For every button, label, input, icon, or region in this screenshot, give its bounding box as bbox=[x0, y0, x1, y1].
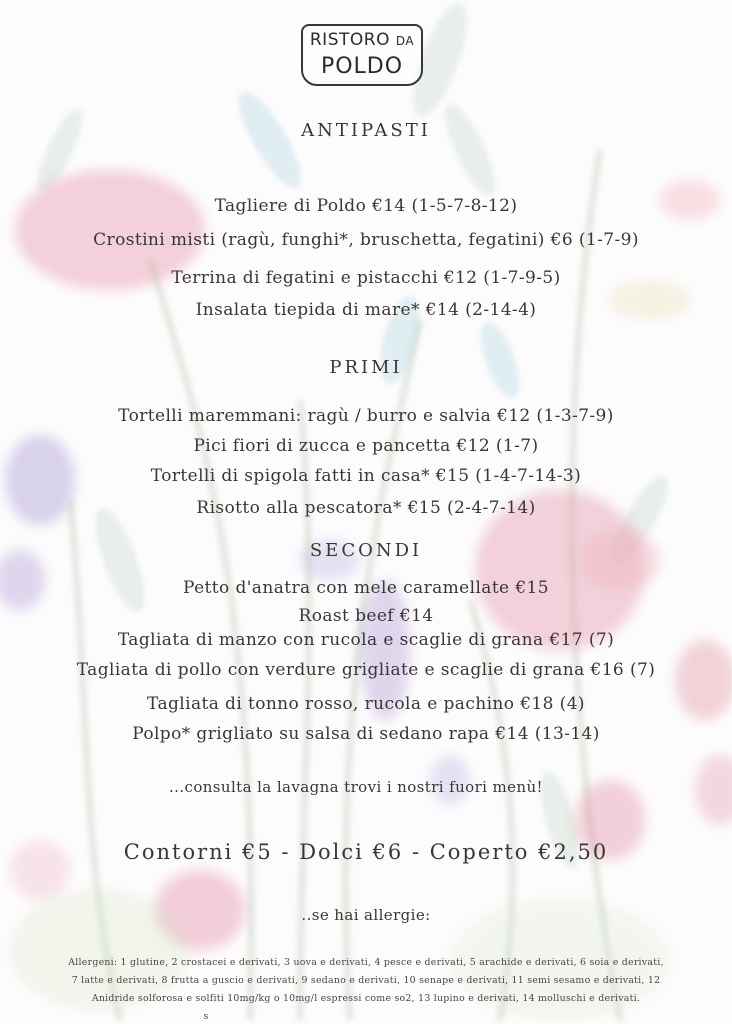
allergens-line-2: 7 latte e derivati, 8 frutta a guscio e derivati, 9 sedano e derivati, 10 senape e derivati, 11 semi sesamo e derivati, 12 bbox=[71, 975, 661, 986]
extras-prices: Contorni €5 - Dolci €6 - Coperto €2,50 bbox=[123, 840, 609, 864]
section-title-antipasti: ANTIPASTI bbox=[301, 120, 431, 141]
menu-item: Tagliata di tonno rosso, rucola e pachino €18 (4) bbox=[147, 694, 585, 714]
menu-item: Insalata tiepida di mare* €14 (2-14-4) bbox=[195, 300, 537, 320]
menu-item: Terrina di fegatini e pistacchi €12 (1-7-9-5) bbox=[171, 268, 561, 288]
menu-item: Tortelli maremmani: ragù / burro e salvia €12 (1-3-7-9) bbox=[118, 406, 614, 426]
logo-line-2: POLDO bbox=[320, 54, 404, 79]
section-title-secondi: SECONDI bbox=[309, 540, 423, 561]
menu-item: Polpo* grigliato su salsa di sedano rapa €14 (13-14) bbox=[132, 724, 600, 744]
menu-item: Tagliere di Poldo €14 (1-5-7-8-12) bbox=[214, 196, 518, 216]
restaurant-logo bbox=[301, 24, 423, 86]
menu-item: Tortelli di spigola fatti in casa* €15 (1-4-7-14-3) bbox=[150, 466, 582, 486]
menu-item: Crostini misti (ragù, funghi*, bruschetta, fegatini) €6 (1-7-9) bbox=[93, 230, 639, 250]
menu-item: Roast beef €14 bbox=[298, 606, 434, 626]
logo-line-1: RISTORO DA bbox=[309, 30, 415, 50]
lavagna-note: ...consulta la lavagna trovi i nostri fuori menù! bbox=[169, 778, 543, 796]
menu-item: Petto d'anatra con mele caramellate €15 bbox=[183, 578, 549, 598]
allergy-prompt: ..se hai allergie: bbox=[301, 906, 431, 924]
allergens-line-3: Anidride solforosa e solfiti 10mg/kg o 10mg/l espressi come so2, 13 lupino e derivati, 14 molluschi e derivati. bbox=[91, 993, 641, 1004]
menu-item: Risotto alla pescatora* €15 (2-4-7-14) bbox=[196, 498, 536, 518]
allergens-line-1: Allergeni: 1 glutine, 2 crostacei e derivati, 3 uova e derivati, 4 pesce e derivati, 5 arachide e derivati, 6 soia e derivati, bbox=[68, 957, 664, 968]
menu-item: Pici fiori di zucca e pancetta €12 (1-7) bbox=[193, 436, 539, 456]
allergens-trailing: s bbox=[203, 1011, 209, 1022]
menu-item: Tagliata di pollo con verdure grigliate e scaglie di grana €16 (7) bbox=[76, 660, 656, 680]
section-title-primi: PRIMI bbox=[329, 357, 403, 378]
menu-item: Tagliata di manzo con rucola e scaglie di grana €17 (7) bbox=[117, 630, 615, 650]
